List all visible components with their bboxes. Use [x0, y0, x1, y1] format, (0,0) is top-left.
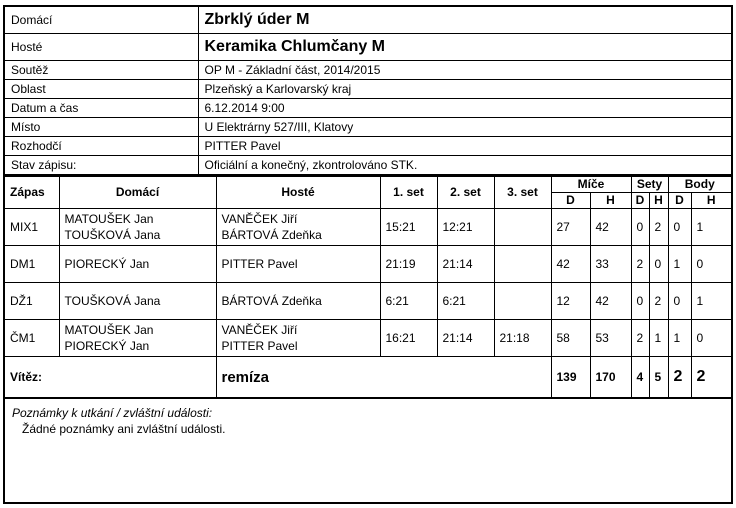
set1-score: 15:21 — [380, 209, 437, 246]
info-row-home — [5, 7, 731, 34]
col-header-sets: Sety — [631, 177, 668, 193]
match-code: DŽ1 — [5, 283, 59, 320]
sets-home: 2 — [631, 246, 649, 283]
guest-player: PITTER Pavel — [221, 257, 298, 271]
col-header-home: Domácí — [59, 177, 216, 209]
points-home: 1 — [668, 246, 691, 283]
winner-value: remíza — [216, 357, 551, 399]
home-player: PIORECKÝ Jan — [64, 257, 150, 271]
datetime-value: 6.12.2014 9:00 — [198, 99, 731, 118]
sets-guest: 1 — [649, 320, 668, 357]
status-label: Stav zápisu: — [5, 156, 198, 176]
points-guest: 0 — [691, 246, 731, 283]
col-header-set1: 1. set — [380, 177, 437, 209]
match-code: MIX1 — [5, 209, 59, 246]
match-code: DM1 — [5, 246, 59, 283]
match-code: ČM1 — [5, 320, 59, 357]
match-row — [5, 209, 731, 246]
notes-section — [5, 399, 731, 436]
info-row-status — [5, 156, 731, 176]
balls-guest: 33 — [590, 246, 631, 283]
home-players — [59, 209, 216, 246]
sets-guest: 2 — [649, 209, 668, 246]
set3-score — [494, 246, 551, 283]
balls-home: 27 — [551, 209, 590, 246]
col-header-points-d: D — [668, 193, 691, 209]
col-header-balls-h: H — [590, 193, 631, 209]
total-sets-home: 4 — [631, 357, 649, 399]
place-label: Místo — [5, 118, 198, 137]
match-info-table — [5, 7, 731, 176]
total-sets-guest: 5 — [649, 357, 668, 399]
col-header-set2: 2. set — [437, 177, 494, 209]
points-guest: 0 — [691, 320, 731, 357]
points-home: 0 — [668, 209, 691, 246]
home-players — [59, 283, 216, 320]
region-value: Plzeňský a Karlovarský kraj — [198, 80, 731, 99]
sets-home: 0 — [631, 209, 649, 246]
sets-guest: 0 — [649, 246, 668, 283]
col-header-set3: 3. set — [494, 177, 551, 209]
notes-body: Žádné poznámky ani zvláštní události. — [22, 422, 226, 436]
set3-score — [494, 283, 551, 320]
home-team-name: Zbrklý úder M — [198, 7, 731, 34]
match-row — [5, 283, 731, 320]
info-row-guest — [5, 34, 731, 61]
winner-label: Vítěz: — [5, 357, 216, 399]
home-label: Domácí — [5, 7, 198, 34]
points-home: 1 — [668, 320, 691, 357]
home-players — [59, 246, 216, 283]
balls-home: 58 — [551, 320, 590, 357]
notes-title: Poznámky k utkání / zvláštní události: — [12, 406, 213, 420]
guest-players — [216, 209, 380, 246]
guest-team-name: Keramika Chlumčany M — [198, 34, 731, 61]
total-points-guest: 2 — [691, 357, 731, 399]
home-players — [59, 320, 216, 357]
guest-players — [216, 283, 380, 320]
set3-score: 21:18 — [494, 320, 551, 357]
col-header-balls-d: D — [551, 193, 590, 209]
match-row — [5, 246, 731, 283]
guest-players — [216, 246, 380, 283]
col-header-points-h: H — [691, 193, 731, 209]
col-header-balls: Míče — [551, 177, 631, 193]
set3-score — [494, 209, 551, 246]
col-header-points: Body — [668, 177, 731, 193]
home-player: TOUŠKOVÁ Jana — [64, 294, 161, 308]
points-home: 0 — [668, 283, 691, 320]
guest-player: BÁRTOVÁ Zdeňka — [221, 294, 322, 308]
home-player: TOUŠKOVÁ Jana — [64, 228, 161, 242]
set2-score: 21:14 — [437, 246, 494, 283]
sets-home: 2 — [631, 320, 649, 357]
set2-score: 21:14 — [437, 320, 494, 357]
place-value: U Elektrárny 527/III, Klatovy — [198, 118, 731, 137]
balls-home: 12 — [551, 283, 590, 320]
referee-label: Rozhodčí — [5, 137, 198, 156]
info-row-competition — [5, 61, 731, 80]
col-header-sets-h: H — [649, 193, 668, 209]
referee-value: PITTER Pavel — [198, 137, 731, 156]
sets-guest: 2 — [649, 283, 668, 320]
set1-score: 6:21 — [380, 283, 437, 320]
total-balls-home: 139 — [551, 357, 590, 399]
info-row-datetime — [5, 99, 731, 118]
results-header-row — [5, 177, 731, 193]
status-value: Oficiální a konečný, zkontrolováno STK. — [198, 156, 731, 176]
points-guest: 1 — [691, 209, 731, 246]
total-balls-guest: 170 — [590, 357, 631, 399]
region-label: Oblast — [5, 80, 198, 99]
guest-player: VANĚČEK Jiří — [221, 212, 298, 226]
total-points-home: 2 — [668, 357, 691, 399]
balls-guest: 42 — [590, 209, 631, 246]
set1-score: 21:19 — [380, 246, 437, 283]
col-header-guest: Hosté — [216, 177, 380, 209]
sets-home: 0 — [631, 283, 649, 320]
guest-label: Hosté — [5, 34, 198, 61]
set2-score: 12:21 — [437, 209, 494, 246]
competition-label: Soutěž — [5, 61, 198, 80]
col-header-sets-d: D — [631, 193, 649, 209]
set2-score: 6:21 — [437, 283, 494, 320]
info-row-place — [5, 118, 731, 137]
guest-player: BÁRTOVÁ Zdeňka — [221, 228, 322, 242]
winner-row — [5, 357, 731, 399]
results-table — [5, 176, 731, 399]
col-header-match: Zápas — [5, 177, 59, 209]
guest-players — [216, 320, 380, 357]
home-player: MATOUŠEK Jan — [64, 212, 154, 226]
guest-player: PITTER Pavel — [221, 339, 298, 353]
home-player: PIORECKÝ Jan — [64, 339, 150, 353]
balls-guest: 42 — [590, 283, 631, 320]
datetime-label: Datum a čas — [5, 99, 198, 118]
info-row-referee — [5, 137, 731, 156]
home-player: MATOUŠEK Jan — [64, 323, 154, 337]
competition-value: OP M - Základní část, 2014/2015 — [198, 61, 731, 80]
info-row-region — [5, 80, 731, 99]
set1-score: 16:21 — [380, 320, 437, 357]
match-report-sheet — [3, 5, 733, 504]
balls-guest: 53 — [590, 320, 631, 357]
points-guest: 1 — [691, 283, 731, 320]
guest-player: VANĚČEK Jiří — [221, 323, 298, 337]
balls-home: 42 — [551, 246, 590, 283]
match-row — [5, 320, 731, 357]
